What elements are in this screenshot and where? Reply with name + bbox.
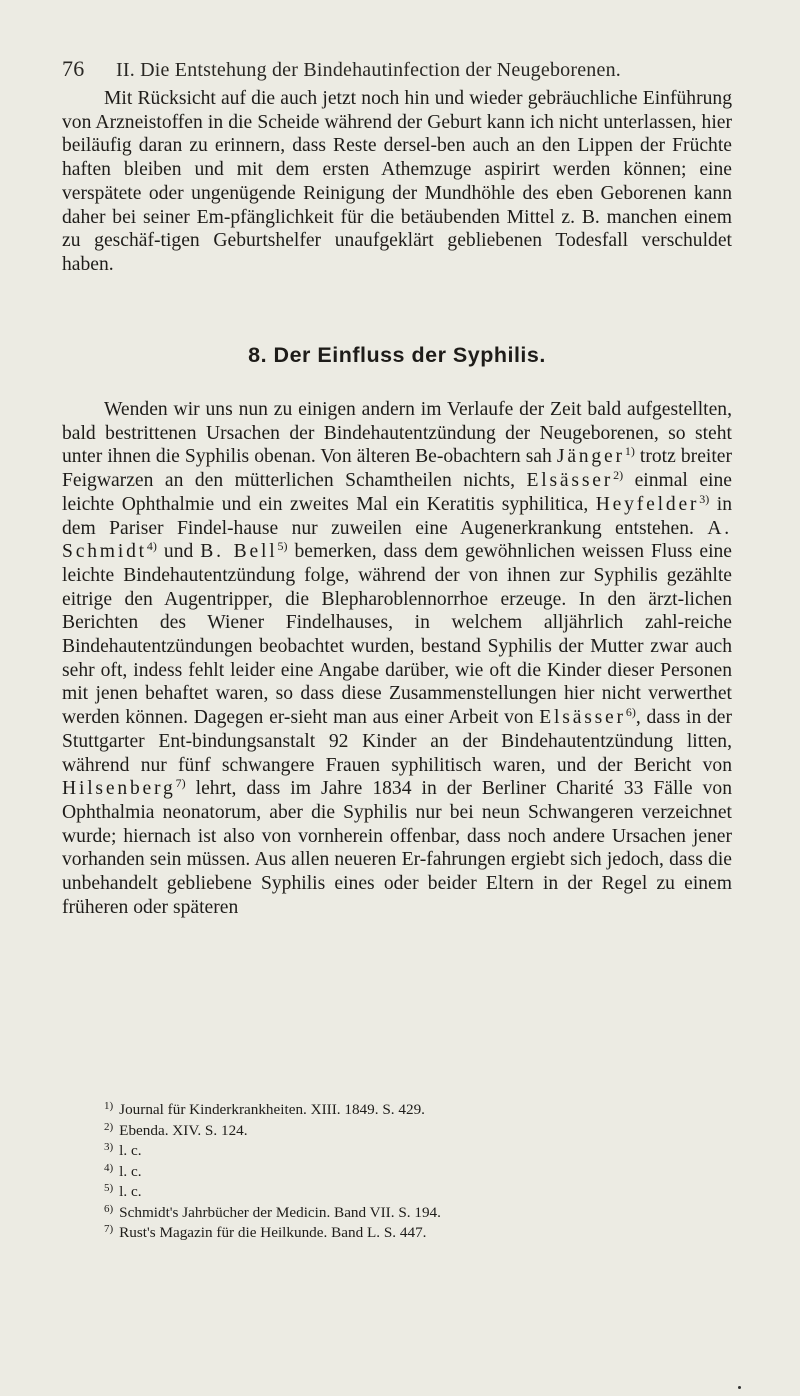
author-name: Jänger — [556, 446, 625, 468]
footnote-mark: 2) — [104, 1120, 114, 1133]
footnote — [104, 1162, 734, 1183]
footnotes — [104, 1100, 734, 1244]
footnote-text: Ebenda. XIV. S. 124. — [119, 1121, 248, 1139]
text-run: Wenden wir uns nun zu einigen andern im Verlaufe der Zeit bald aufgestellten, bald bestrittenen Ursachen der Bindehautentzündung der Neugeborenen, so steht unter ihnen die Syphilis obenan. Von älteren Be-obachtern sah — [62, 399, 732, 468]
footnote-text: l. c. — [119, 1183, 142, 1200]
footnote — [104, 1223, 734, 1244]
footnote — [104, 1203, 734, 1224]
page-number: 76 — [62, 56, 85, 81]
paragraph-2 — [62, 398, 732, 919]
footnote-ref: 3) — [699, 491, 710, 506]
paragraph-1: Mit Rücksicht auf die auch jetzt noch hin und wieder gebräuchliche Einführung von Arzneistoffen in die Scheide während der Geburt kann ich nicht unterlassen, hier beiläufig daran zu erinnern, dass Reste dersel-ben auch an den Lippen der Früchte haften bleiben und mit dem ersten Athemzuge aspirirt werden können; eine verspätete oder ungenügende Reinigung der Mundhöhle des eben Geborenen kann daher bei seiner Em-pfänglichkeit für die betäubenden Mittel z. B. manchen einem zu geschäf-tigen Geburtshelfer unaufgeklärt gebliebenen Todesfall verschuldet haben. — [62, 88, 732, 275]
footnote-text: Schmidt's Jahrbücher der Medicin. Band VII. S. 194. — [119, 1203, 441, 1221]
footnote-ref: 1) — [624, 444, 635, 459]
author-name: Elsässer — [539, 707, 626, 729]
text-run: , dass in der Stuttgarter Ent-bindungsanstalt 92 Kinder an der Bindehautentzündung litten, während nur fünf schwangere Frauen syphilitisch waren, und der Bericht von — [62, 707, 732, 776]
footnote-text: l. c. — [119, 1162, 142, 1180]
section-heading: 8. Der Einfluss der Syphilis. — [248, 343, 546, 367]
footnote-ref: 4) — [146, 539, 157, 554]
author-name: B. Bell — [200, 541, 278, 563]
author-name: Heyfelder — [595, 493, 700, 515]
footnote-ref: 2) — [613, 468, 624, 483]
author-name: A. Schmidt — [62, 517, 732, 563]
footnote-ref: 5) — [277, 539, 288, 554]
text-run: in dem Pariser Findel-hause nur zuweilen eine Augenerkrankung entstehen. — [62, 493, 732, 539]
footnote-mark: 4) — [104, 1161, 114, 1174]
text-run: trotz breiter Feigwarzen an den mütterlichen Schamtheilen nichts, — [62, 446, 732, 492]
footnote-mark: 5) — [104, 1182, 114, 1194]
footnote — [104, 1121, 734, 1142]
text-run: einmal eine leichte Ophthalmie und ein zweites Mal ein Keratitis syphilitica, — [62, 470, 732, 515]
footnote — [104, 1100, 734, 1121]
footnote — [104, 1141, 734, 1162]
footnote-mark: 1) — [104, 1100, 114, 1112]
footnote-mark: 6) — [104, 1202, 114, 1215]
footnote — [104, 1182, 734, 1203]
footnote-mark: 7) — [104, 1223, 114, 1235]
text-run: bemerken, dass dem gewöhnlichen weissen Fluss eine leichte Bindehautentzündung folge, während der von ihnen zur Syphilis gezählte eitrige den Augentripper, die Blepharoblennorrhoe erzeuge. In den ärzt-lichen Berichten des Wiener Findelhauses, in welchem alljährlich zahl-reiche Bindehautentzündungen beobachtet wurden, bestand Syphilis der Mutter zwar auch sehr oft, indess fehlt leider eine Angabe darüber, wie oft die Kinder dieser Personen mit jenen behaftet waren, so dass diese Zusammenstellungen hier nicht verwerthet werden können. Dagegen er-sieht man aus einer Arbeit von — [62, 541, 733, 729]
text-run: und — [156, 541, 201, 563]
footnote-ref: 7) — [175, 776, 186, 791]
author-name: Hilsenberg — [62, 778, 176, 800]
footnote-mark: 3) — [104, 1141, 114, 1153]
author-name: Elsässer — [526, 470, 614, 492]
print-speck — [738, 1386, 741, 1389]
running-header — [62, 56, 702, 82]
text-run: lehrt, dass im Jahre 1834 in der Berliner Charité 33 Fälle von Ophthalmia neonatorum, aber die Syphilis nur bei neun Schwangeren verzeichnet wurde; hiernach ist also von vornherein offenbar, dass noch andere Ursachen jener vorhanden sein müssen. Aus allen neueren Er-fahrungen ergiebt sich jedoch, dass die unbehandelt gebliebene Syphilis eines oder beider Eltern in der Regel zu einem früheren oder späteren — [62, 778, 732, 918]
footnote-ref: 6) — [625, 705, 636, 720]
footnote-text: l. c. — [119, 1142, 142, 1159]
footnote-text: Rust's Magazin für die Heilkunde. Band L. S. 447. — [119, 1224, 427, 1241]
running-title: II. Die Entstehung der Bindehautinfection der Neugeborenen. — [116, 59, 621, 81]
footnote-text: Journal für Kinderkrankheiten. XIII. 1849. S. 429. — [119, 1101, 425, 1118]
